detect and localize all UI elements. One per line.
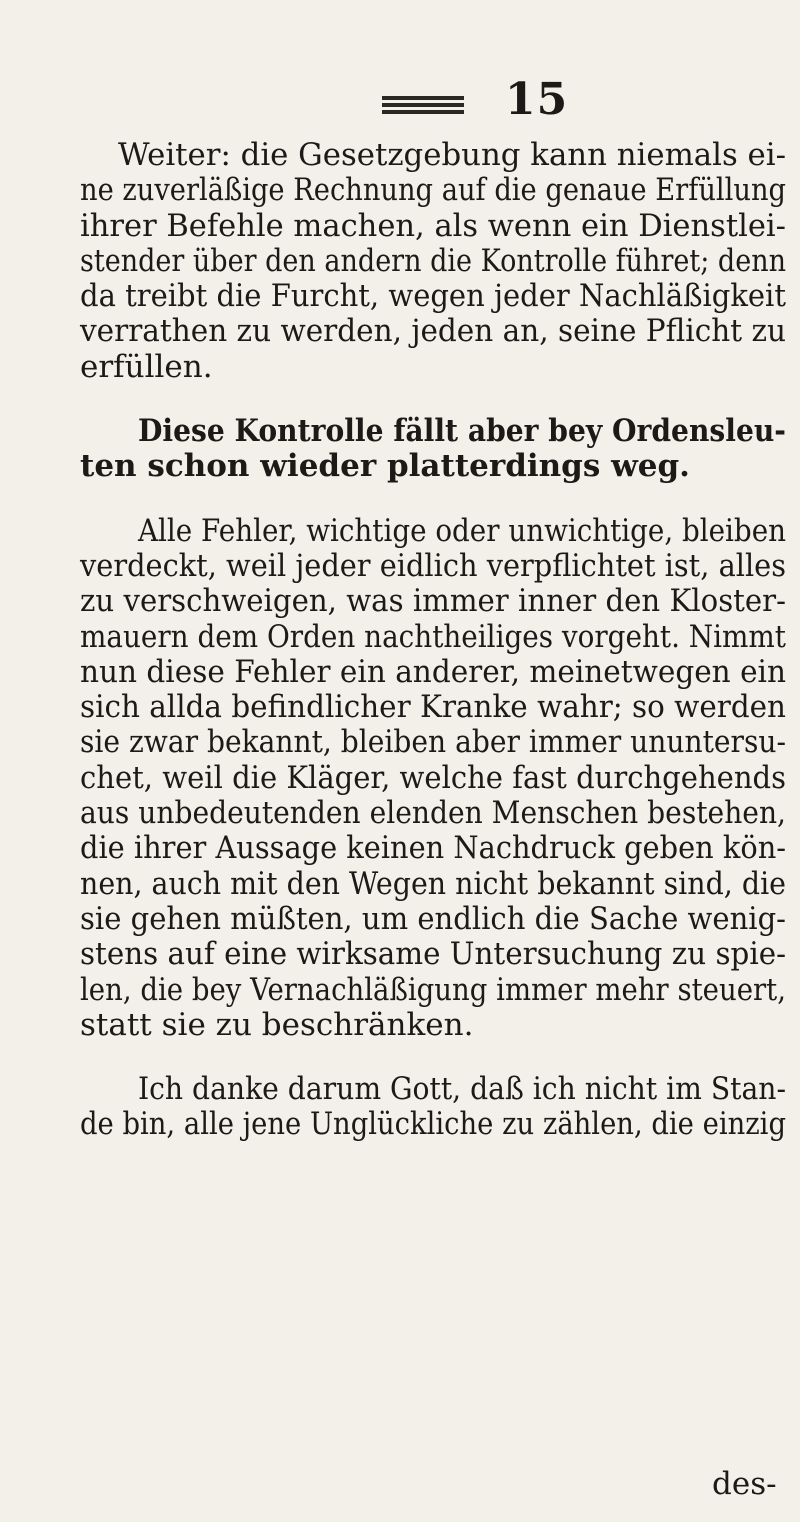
text-line: ne zuverläßige Rechnung auf die genaue Erfüllung bbox=[80, 172, 786, 209]
body-text bbox=[80, 138, 790, 1143]
text-line: chet, weil die Kläger, welche fast durchgehends bbox=[80, 759, 786, 796]
page-number: 15 bbox=[505, 74, 569, 125]
text-line: sie zwar bekannt, bleiben aber immer ununtersu- bbox=[80, 724, 786, 761]
paragraph-3 bbox=[80, 514, 790, 1043]
text-line: die ihrer Aussage keinen Nachdruck geben kön- bbox=[80, 830, 786, 867]
catchword: des- bbox=[712, 1466, 777, 1502]
text-line: nun diese Fehler ein anderer, meinetwegen ein bbox=[80, 653, 786, 690]
paragraph-4 bbox=[80, 1072, 790, 1143]
text-line: verdeckt, weil jeder eidlich verpflichtet ist, alles bbox=[80, 547, 786, 584]
text-line: ten schon wieder platterdings weg. bbox=[80, 448, 690, 485]
text-line: zu verschweigen, was immer inner den Kloster- bbox=[80, 583, 786, 620]
text-line: statt sie zu beschränken. bbox=[80, 1006, 474, 1043]
paragraph-1 bbox=[80, 138, 790, 385]
text-line: Diese Kontrolle fällt aber bey Ordensleu- bbox=[138, 413, 786, 450]
text-line: Alle Fehler, wichtige oder unwichtige, bleiben bbox=[138, 512, 786, 549]
text-line: sie gehen müßten, um endlich die Sache wenig- bbox=[80, 900, 786, 937]
text-line: nen, auch mit den Wegen nicht bekannt sind, die bbox=[80, 865, 786, 902]
paragraph-2 bbox=[80, 414, 790, 485]
header-ornament bbox=[382, 96, 464, 118]
text-line: sich allda befindlicher Kranke wahr; so werden bbox=[80, 689, 786, 726]
text-line: ihrer Befehle machen, als wenn ein Dienstlei- bbox=[80, 207, 786, 244]
text-line: da treibt die Furcht, wegen jeder Nachläßigkeit bbox=[80, 278, 786, 315]
text-line: verrathen zu werden, jeden an, seine Pflicht zu bbox=[80, 313, 786, 350]
text-line: len, die bey Vernachläßigung immer mehr steuert, bbox=[80, 971, 786, 1008]
text-line: mauern dem Orden nachtheiliges vorgeht. Nimmt bbox=[80, 618, 786, 655]
text-line: de bin, alle jene Unglückliche zu zählen, die einzig bbox=[80, 1106, 786, 1143]
text-line: aus unbedeutenden elenden Menschen bestehen, bbox=[80, 795, 786, 832]
text-line: stender über den andern die Kontrolle führet; denn bbox=[80, 242, 786, 279]
text-line: stens auf eine wirksame Untersuchung zu spie- bbox=[80, 936, 786, 973]
text-line: Ich danke darum Gott, daß ich nicht im Stan- bbox=[138, 1071, 786, 1108]
text-line: Weiter: die Gesetzgebung kann niemals ei- bbox=[118, 137, 786, 173]
text-line: erfüllen. bbox=[80, 348, 213, 385]
